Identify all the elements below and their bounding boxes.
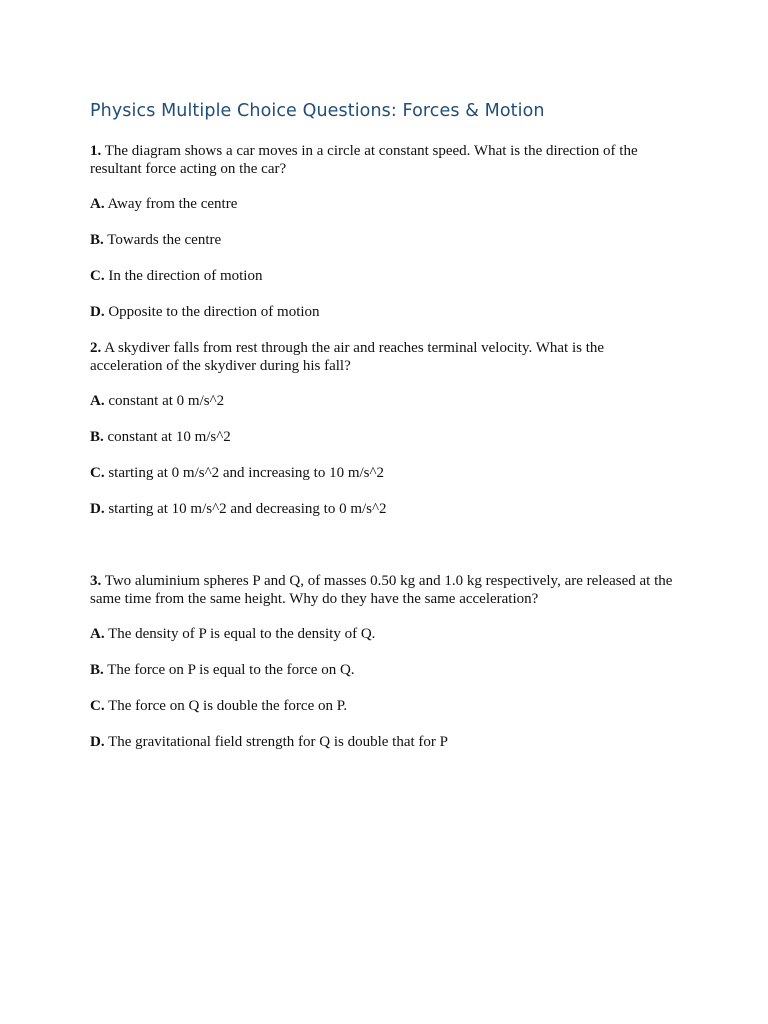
option-letter: A. [90,626,105,642]
option-text: The gravitational field strength for Q is double that for P [108,734,448,750]
question-number: 3. [90,573,102,589]
document-title: Physics Multiple Choice Questions: Forces & Motion [90,101,545,121]
option-letter: A. [90,196,105,212]
question-text: Two aluminium spheres P and Q, of masses 0.50 kg and 1.0 kg respectively, are released at the same time from the same height. Why do they have the same acceleration? [90,573,673,607]
option-text: constant at 10 m/s^2 [107,429,231,445]
option-letter: D. [90,304,105,320]
option-letter: A. [90,393,105,409]
question-number: 2. [90,340,102,356]
question-text: A skydiver falls from rest through the air and reaches terminal velocity. What is the acceleration of the skydiver during his fall? [90,340,605,374]
option-text: The force on Q is double the force on P. [108,698,348,714]
answer-option [90,392,676,410]
option-text: Opposite to the direction of motion [108,304,320,320]
answer-option [90,661,676,679]
option-text: The density of P is equal to the density of Q. [108,626,376,642]
option-letter: B. [90,232,104,248]
question-block [90,572,676,751]
question-stem [90,572,676,608]
answer-option [90,195,676,213]
option-letter: C. [90,268,105,284]
option-text: Away from the centre [107,196,238,212]
option-letter: C. [90,698,105,714]
question-stem [90,142,676,178]
answer-option [90,625,676,643]
option-letter: D. [90,501,105,517]
option-text: The force on P is equal to the force on Q. [107,662,355,678]
question-number: 1. [90,143,102,159]
option-letter: B. [90,662,104,678]
blank-space [90,536,676,572]
option-letter: C. [90,465,105,481]
option-text: starting at 10 m/s^2 and decreasing to 0 m/s^2 [108,501,387,517]
option-text: In the direction of motion [108,268,263,284]
question-block [90,142,676,321]
question-stem [90,339,676,375]
question-text: The diagram shows a car moves in a circle at constant speed. What is the direction of the resultant force acting on the car? [90,143,638,177]
answer-option [90,267,676,285]
question-block [90,339,676,518]
document-page [90,98,676,769]
answer-option [90,697,676,715]
option-text: constant at 0 m/s^2 [108,393,225,409]
option-letter: D. [90,734,105,750]
option-text: starting at 0 m/s^2 and increasing to 10 m/s^2 [108,465,385,481]
answer-option [90,428,676,446]
option-letter: B. [90,429,104,445]
answer-option [90,464,676,482]
answer-option [90,733,676,751]
answer-option [90,500,676,518]
option-text: Towards the centre [107,232,222,248]
answer-option [90,231,676,249]
answer-option [90,303,676,321]
